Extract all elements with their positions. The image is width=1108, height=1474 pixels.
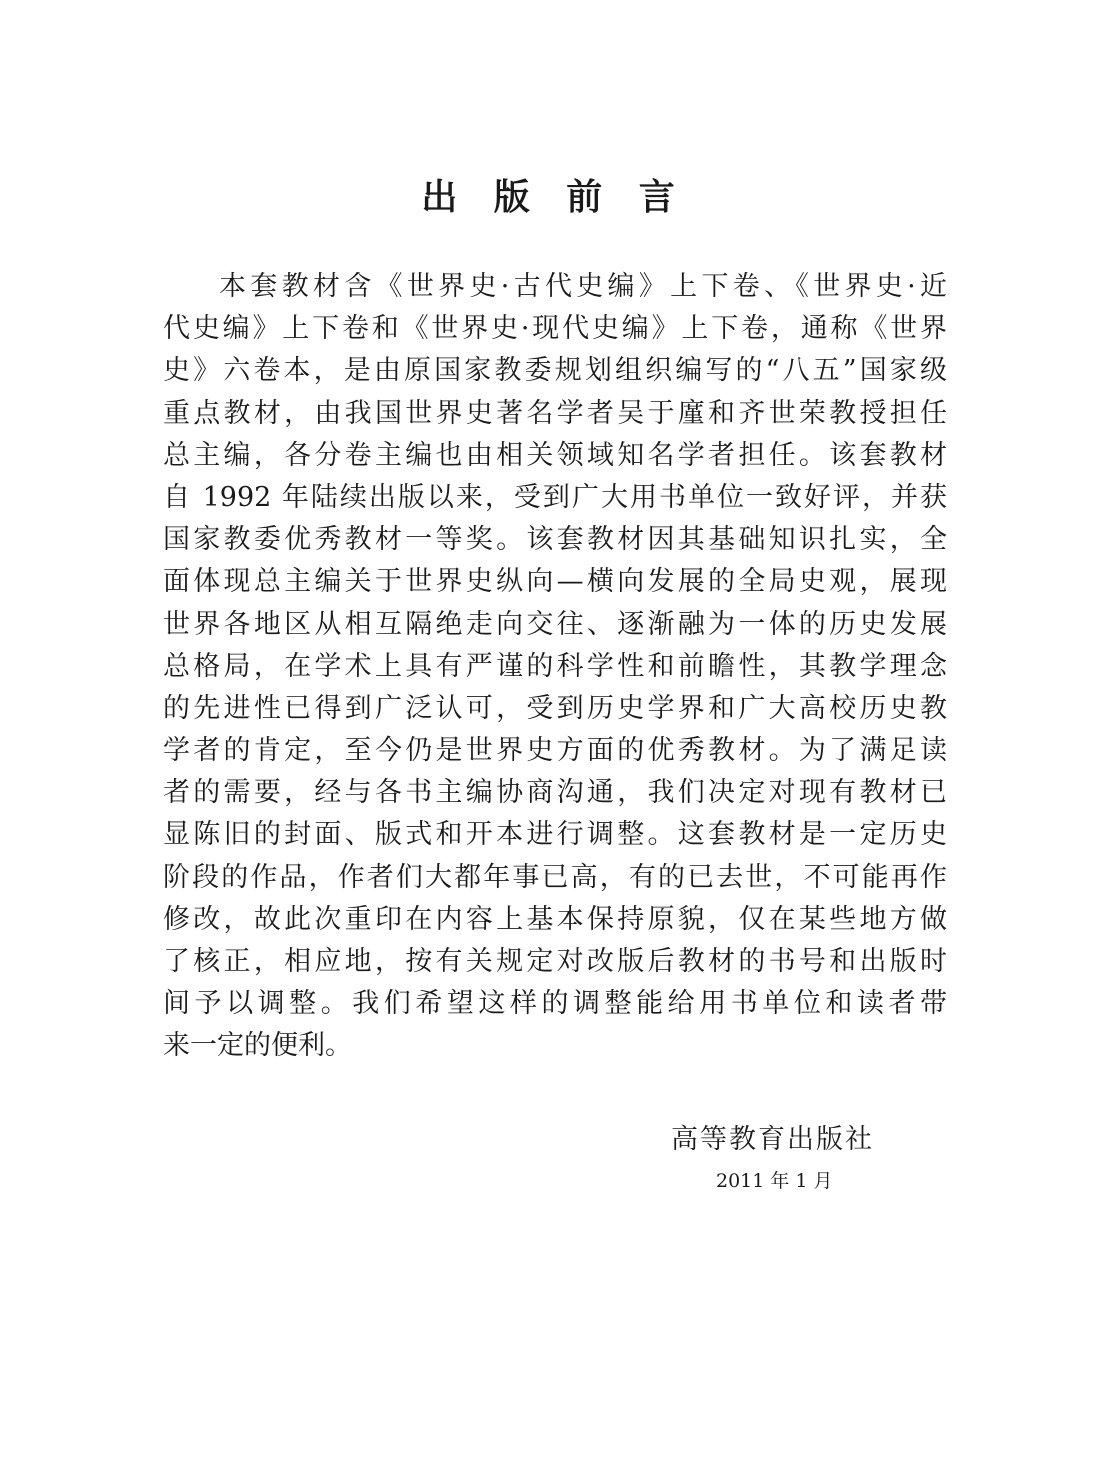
preface-body — [163, 266, 947, 1068]
signature-date: 2011 年 1 月 — [716, 1170, 833, 1192]
body-line: 本套教材含《世界史·古代史编》上下卷、《世界史·近 — [219, 271, 947, 302]
body-line: 总格局，在学术上具有严谨的科学性和前瞻性，其教学理念 — [163, 650, 947, 682]
page-title: 出 版 前 言 — [421, 177, 687, 218]
body-line: 学者的肯定，至今仍是世界史方面的优秀教材。为了满足读 — [163, 735, 947, 767]
body-line: 的先进性已得到广泛认可，受到历史学界和广大高校历史教 — [163, 692, 947, 724]
publisher-signature: 高等教育出版社 — [671, 1124, 874, 1155]
body-line: 重点教材，由我国世界史著名学者吴于廑和齐世荣教授担任 — [163, 397, 947, 429]
body-line: 世界各地区从相互隔绝走向交往、逐渐融为一体的历史发展 — [163, 608, 947, 640]
body-line: 面体现总主编关于世界史纵向—横向发展的全局史观，展现 — [163, 566, 947, 598]
body-line: 国家教委优秀教材一等奖。该套教材因其基础知识扎实，全 — [163, 524, 947, 556]
body-line: 间予以调整。我们希望这样的调整能给用书单位和读者带 — [163, 988, 947, 1020]
body-line: 代史编》上下卷和《世界史·现代史编》上下卷，通称《世界 — [163, 313, 947, 345]
body-line: 来一定的便利。 — [163, 1030, 352, 1062]
body-line: 史》六卷本，是由原国家教委规划组织编写的“八五”国家级 — [163, 355, 947, 387]
body-line: 了核正，相应地，按有关规定对改版后教材的书号和出版时 — [163, 946, 947, 977]
body-line: 阶段的作品，作者们大都年事已高，有的已去世，不可能再作 — [163, 861, 947, 893]
body-line: 自 1992 年陆续出版以来，受到广大用书单位一致好评，并获 — [163, 481, 947, 513]
body-line: 总主编，各分卷主编也由相关领域知名学者担任。该套教材 — [163, 439, 947, 471]
body-line: 者的需要，经与各书主编协商沟通，我们决定对现有教材已 — [163, 777, 947, 809]
body-line: 显陈旧的封面、版式和开本进行调整。这套教材是一定历史 — [163, 819, 947, 851]
body-line: 修改，故此次重印在内容上基本保持原貌，仅在某些地方做 — [163, 903, 947, 935]
